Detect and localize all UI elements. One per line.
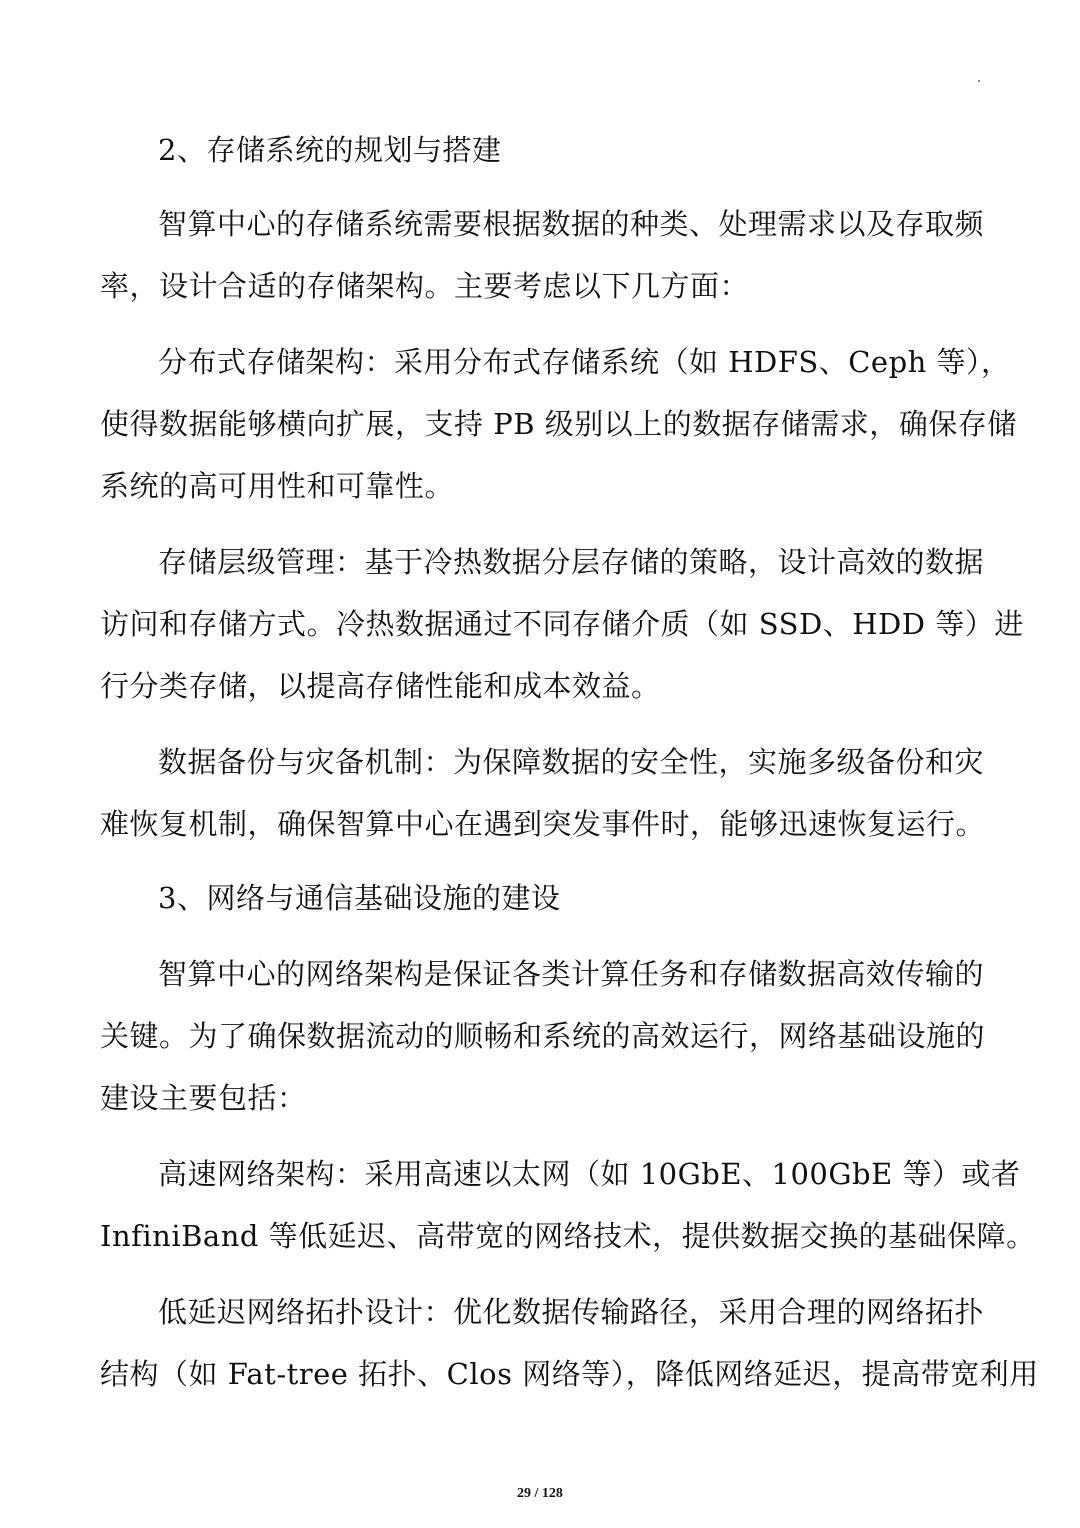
section-heading-network: 3、网络与通信基础设施的建设 <box>158 881 561 915</box>
paragraph-line: 分布式存储架构：采用分布式存储系统（如 HDFS、Ceph 等）， <box>158 345 1011 379</box>
paragraph-line: 高速网络架构：采用高速以太网（如 10GbE、100GbE 等）或者 <box>158 1157 1021 1191</box>
section-heading-storage: 2、存储系统的规划与搭建 <box>158 133 502 167</box>
paragraph-line: 数据备份与灾备机制：为保障数据的安全性，实施多级备份和灾 <box>158 745 985 779</box>
page-number: 29 / 128 <box>517 1486 563 1501</box>
paragraph-line: InfiniBand 等低延迟、高带宽的网络技术，提供数据交换的基础保障。 <box>100 1219 1036 1253</box>
paragraph-line: 智算中心的存储系统需要根据数据的种类、处理需求以及存取频 <box>158 207 985 241</box>
paragraph-line: 建设主要包括： <box>100 1081 307 1115</box>
paragraph-line: 系统的高可用性和可靠性。 <box>100 469 455 503</box>
corner-mark <box>978 80 980 82</box>
paragraph-line: 存储层级管理：基于冷热数据分层存储的策略，设计高效的数据 <box>158 545 985 579</box>
paragraph-line: 行分类存储，以提高存储性能和成本效益。 <box>100 669 661 703</box>
paragraph-line: 智算中心的网络架构是保证各类计算任务和存储数据高效传输的 <box>158 957 985 991</box>
paragraph-line: 率，设计合适的存储架构。主要考虑以下几方面： <box>100 269 750 303</box>
paragraph-line: 结构（如 Fat-tree 拓扑、Clos 网络等），降低网络延迟，提高带宽利用 <box>100 1357 1039 1391</box>
paragraph-line: 难恢复机制，确保智算中心在遇到突发事件时，能够迅速恢复运行。 <box>100 807 986 841</box>
paragraph-line: 使得数据能够横向扩展，支持 PB 级别以上的数据存储需求，确保存储 <box>100 407 1017 441</box>
paragraph-line: 关键。为了确保数据流动的顺畅和系统的高效运行，网络基础设施的 <box>100 1019 986 1053</box>
paragraph-line: 访问和存储方式。冷热数据通过不同存储介质（如 SSD、HDD 等）进 <box>100 607 1024 641</box>
paragraph-line: 低延迟网络拓扑设计：优化数据传输路径，采用合理的网络拓扑 <box>158 1295 985 1329</box>
